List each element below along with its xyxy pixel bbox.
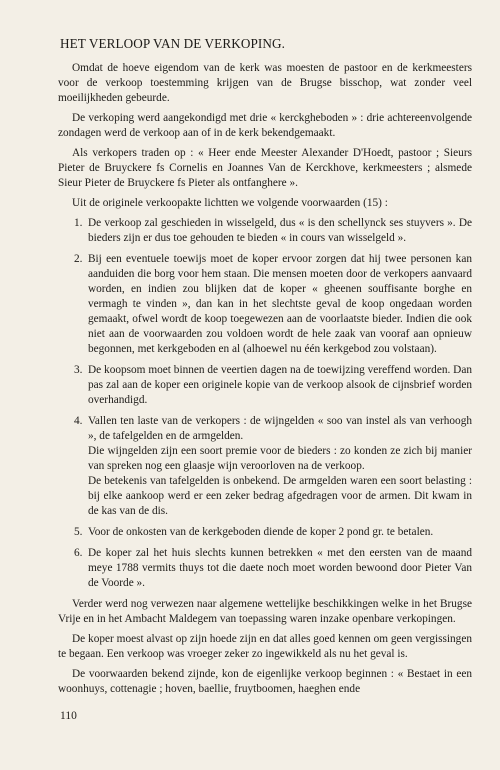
condition-text: Voor de onkosten van de kerkgeboden diende de koper 2 pond gr. te betalen.	[88, 526, 434, 538]
condition-text: Bij een eventuele toewijs moet de koper ervoor zorgen dat hij twee personen kan aanduiden die borg voor hem staan. Die mensen moeten door de verkopers aanvaard worden, en indien zou blijken dat de koper « gheenen souffisante borghe en vermagh te vinden », dan kan in het slechtste geval de koop ongedaan worden gemaakt, ofwel wordt de koop toegewezen aan de voorlaatste bieder. Indien die ook niet aan de voorwaarden zou voldoen wordt de hele zaak van vooraf aan opnieuw begonnen, met kerkgeboden en al (alhoewel nu één kerkgebod zou volstaan).	[88, 253, 472, 355]
paragraph: Uit de originele verkoopakte lichtten we volgende voorwaarden (15) :	[72, 197, 388, 209]
section-title: HET VERLOOP VAN DE VERKOPING.	[60, 36, 286, 51]
condition-item	[58, 363, 472, 408]
condition-number: 4.	[74, 415, 83, 427]
condition-text: Vallen ten laste van de verkopers : de wijngelden « soo van instel als van verhoogh », de tafelgelden en de armgelden.	[88, 415, 472, 442]
condition-number: 2.	[74, 253, 83, 265]
paragraph: Als verkopers traden op : « Heer ende Meester Alexander D'Hoedt, pastoor ; Sieurs Pieter de Bruyckere fs Cornelis en Joannes Van de Kerckhove, kerkmeesters ; alsmede Sieur Pieter de Bruyckere fs Pieter als ontfanghere ».	[58, 147, 472, 189]
paragraph: Omdat de hoeve eigendom van de kerk was moesten de pastoor en de kerkmeesters voor de verkoop toestemming krijgen van de Brugse bisschop, wat zonder veel moeilijkheden gebeurde.	[58, 62, 472, 104]
paragraph: De verkoping werd aangekondigd met drie « kerckgheboden » : drie achtereenvolgende zondagen werd de verkoop aan of in de kerk bekendgemaakt.	[58, 112, 472, 139]
paragraph: De voorwaarden bekend zijnde, kon de eigenlijke verkoop beginnen : « Bestaet in een woonhuys, cottenagie ; hoven, baellie, fruytboomen, haeghen ende	[58, 668, 472, 695]
condition-text: De koopsom moet binnen de veertien dagen na de toewijzing vereffend worden. Dan pas zal aan de koper een originele kopie van de verkoop alsook de cijnsbrief worden overhandigd.	[88, 364, 472, 406]
condition-item	[58, 216, 472, 246]
condition-item	[58, 414, 472, 519]
condition-number: 1.	[74, 217, 83, 229]
condition-item	[58, 252, 472, 357]
page-number: 110	[60, 710, 77, 722]
paragraph: Verder werd nog verwezen naar algemene wettelijke beschikkingen welke in het Brugse Vrije en in het Ambacht Maldegem van toepassing waren inzake openbare verkopingen.	[58, 598, 472, 625]
intro-paragraphs	[58, 61, 472, 211]
condition-text: De verkoop zal geschieden in wisselgeld, dus « is den schellynck ses stuyvers ». De bieders zijn er dus toe gehouden te bieden « in cours van wisselgeld ».	[88, 217, 472, 244]
condition-text: De betekenis van tafelgelden is onbekend. De armgelden waren een soort belasting : bij elke aankoop werd er een zeker bedrag afgedragen voor de armen. Dit kwam in de kas van de dis.	[88, 475, 472, 517]
condition-number: 5.	[74, 526, 83, 538]
paragraph: De koper moest alvast op zijn hoede zijn en dat alles goed kennen om geen vergissingen te begaan. Een verkoop was vroeger zeker zo ingewikkeld als nu het geval is.	[58, 633, 472, 660]
condition-text: De koper zal het huis slechts kunnen betrekken « met den eersten van de maand meye 1788 vermits thuys tot die daete noch moet worden bewoond door Pieter Van de Voorde ».	[88, 547, 472, 589]
condition-item	[58, 546, 472, 591]
conditions-list	[58, 216, 472, 591]
condition-number: 3.	[74, 364, 83, 376]
condition-number: 6.	[74, 547, 83, 559]
outro-paragraphs	[58, 597, 472, 697]
condition-text: Die wijngelden zijn een soort premie voor de bieders : zo konden ze zich bij manier van spreken nog een glaasje wijn veroorloven na de verkoop.	[88, 445, 472, 472]
condition-item	[58, 525, 472, 540]
